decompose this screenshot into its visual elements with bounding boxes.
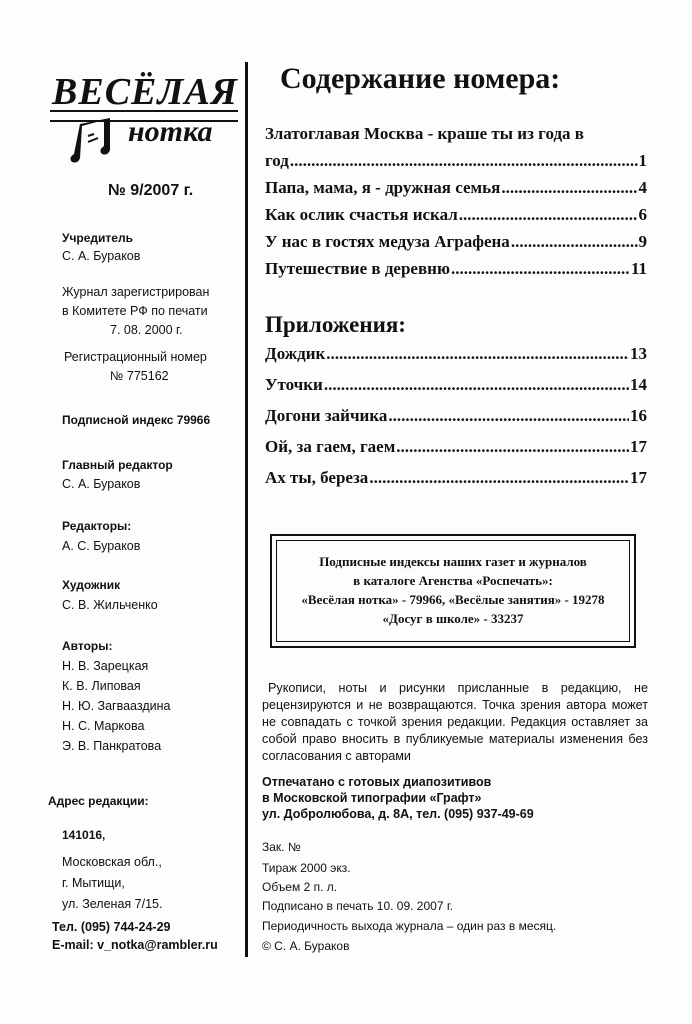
dot-leader	[326, 344, 629, 364]
dot-leader	[459, 205, 638, 225]
authors-label: Авторы:	[62, 639, 113, 653]
email: E-mail: v_notka@rambler.ru	[52, 938, 218, 952]
appendix-title: Дождик	[265, 344, 326, 363]
registration-info	[62, 283, 209, 340]
appendix-item	[265, 375, 647, 401]
appendix-item	[265, 344, 647, 370]
author-name: Э. В. Панкратова	[62, 739, 162, 753]
registration-number	[64, 348, 207, 386]
appendices-title: Приложения:	[265, 312, 406, 337]
appendix-page: 14	[630, 375, 647, 394]
chief-editor-label: Главный редактор	[62, 458, 173, 472]
order-number: Зак. №	[262, 840, 301, 854]
music-notes-icon	[64, 116, 124, 164]
appendix-page: 16	[630, 406, 647, 425]
artist-label: Художник	[62, 578, 121, 592]
logo-word-veselaya: ВЕСЁЛАЯ	[52, 71, 238, 113]
appendix-page: 17	[630, 437, 647, 456]
subscription-index: Подписной индекс 79966	[62, 413, 211, 427]
registration-line: в Комитете РФ по печати	[62, 304, 208, 318]
dot-leader	[324, 375, 629, 395]
postal-code: 141016,	[62, 828, 106, 842]
author-name: Н. В. Зарецкая	[62, 659, 149, 673]
box-line: в каталоге Агенства «Роспечать»:	[353, 573, 553, 588]
founder-name: С. А. Бураков	[62, 249, 141, 263]
appendix-title: Догони зайчика	[265, 406, 388, 425]
registration-line: 7. 08. 2000 г.	[110, 323, 183, 337]
column-divider	[245, 62, 248, 957]
toc-item-title: У нас в гостях медуза Аграфена	[265, 232, 510, 251]
appendix-title: Ой, за гаем, гаем	[265, 437, 396, 456]
authors-list	[62, 656, 170, 756]
copyright: © С. А. Бураков	[262, 939, 350, 953]
toc-item-first-line: Златоглавая Москва - краше ты из года в	[265, 124, 584, 143]
periodicity: Периодичность выхода журнала – один раз в месяц.	[262, 919, 557, 933]
editors-name: А. С. Бураков	[62, 539, 141, 553]
author-name: Н. Ю. Загвааздина	[62, 699, 171, 713]
box-line: «Весёлая нотка» - 79966, «Весёлые занятия» - 19278	[301, 592, 605, 607]
toc-title: Содержание номера:	[280, 62, 561, 95]
dot-leader	[369, 468, 629, 488]
address-lines	[62, 852, 162, 915]
editorial-disclaimer: Рукописи, ноты и рисунки присланные в редакцию, не рецензируются и не возвращаются. Точка зрения автора может не совпадать с точкой зрения редакции. Редакция оставляет за собой право вносить в публикуемые материалы изменения без согласования с авторами	[262, 681, 648, 763]
author-name: К. В. Липовая	[62, 679, 141, 693]
subscription-box-text	[280, 552, 626, 628]
toc-item-title: Путешествие в деревню	[265, 259, 450, 278]
editors-label: Редакторы:	[62, 519, 132, 533]
print-run: Тираж 2000 экз.	[262, 861, 351, 875]
chief-editor-name: С. А. Бураков	[62, 477, 141, 491]
dot-leader	[396, 437, 629, 457]
volume: Объем 2 п. л.	[262, 880, 338, 894]
toc-item	[265, 259, 647, 285]
toc-item	[265, 178, 647, 204]
toc-item-title: Папа, мама, я - дружная семья	[265, 178, 501, 197]
registration-line: Журнал зарегистрирован	[62, 285, 210, 299]
phone: Тел. (095) 744-24-29	[52, 920, 171, 934]
dot-leader	[290, 151, 638, 171]
appendix-item	[265, 468, 647, 494]
toc-item-page: 1	[638, 151, 647, 170]
reg-number-label: Регистрационный номер	[64, 350, 207, 364]
printing-line: ул. Добролюбова, д. 8А, тел. (095) 937-49-69	[262, 807, 534, 821]
dot-leader	[501, 178, 637, 198]
dot-leader	[451, 259, 630, 279]
founder-label: Учредитель	[62, 231, 133, 245]
address-line: г. Мытищи,	[62, 876, 125, 890]
appendix-page: 13	[630, 344, 647, 363]
toc-item-title: год	[265, 151, 289, 170]
appendix-item	[265, 406, 647, 432]
toc-item-page: 4	[638, 178, 647, 197]
printing-info	[262, 774, 534, 822]
subscription-box	[270, 534, 636, 648]
appendix-page: 17	[630, 468, 647, 487]
toc-item-title: Как ослик счастья искал	[265, 205, 458, 224]
printing-line: в Московской типографии «Графт»	[262, 791, 482, 805]
appendix-item	[265, 437, 647, 463]
logo-word-notka: нотка	[128, 115, 213, 148]
appendix-title: Уточки	[265, 375, 323, 394]
dot-leader	[388, 406, 629, 426]
box-line: «Досуг в школе» - 33237	[382, 611, 524, 626]
toc-item-page: 11	[630, 259, 647, 278]
printing-line: Отпечатано с готовых диапозитивов	[262, 775, 492, 789]
reg-number-value: № 775162	[110, 369, 169, 383]
signed-date: Подписано в печать 10. 09. 2007 г.	[262, 899, 454, 913]
toc-item	[265, 151, 647, 177]
artist-name: С. В. Жильченко	[62, 598, 158, 612]
issue-number: № 9/2007 г.	[108, 182, 194, 199]
box-line: Подписные индексы наших газет и журналов	[319, 554, 587, 569]
appendix-title: Ах ты, береза	[265, 468, 369, 487]
address-line: ул. Зеленая 7/15.	[62, 897, 163, 911]
toc-item	[265, 232, 647, 258]
author-name: Н. С. Маркова	[62, 719, 145, 733]
dot-leader	[511, 232, 638, 252]
address-line: Московская обл.,	[62, 855, 162, 869]
magazine-logo	[50, 70, 240, 170]
toc-item	[265, 205, 647, 231]
toc-item-page: 6	[638, 205, 647, 224]
toc-item-page: 9	[638, 232, 647, 251]
address-label: Адрес редакции:	[48, 794, 149, 808]
